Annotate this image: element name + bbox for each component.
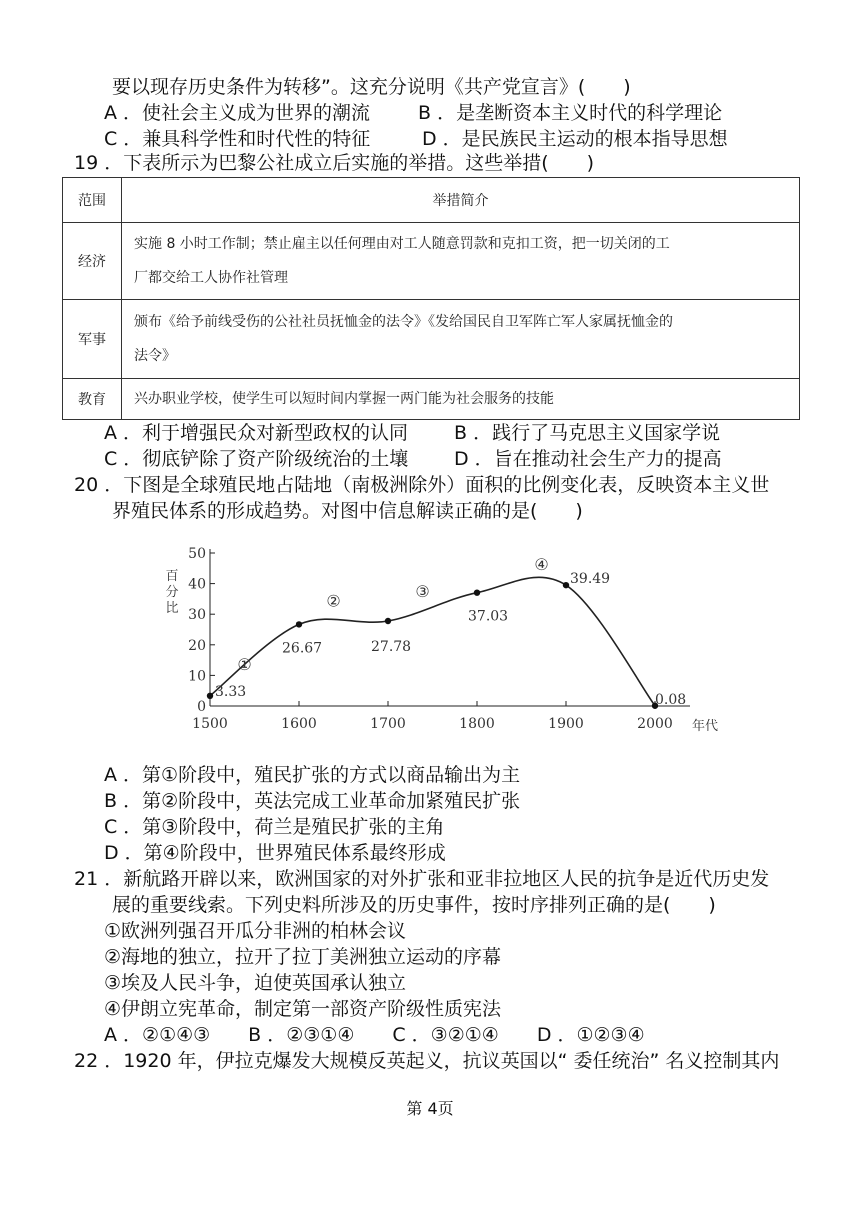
data-label: 26.67 xyxy=(282,640,323,657)
page-number: 第 4页 xyxy=(406,1099,454,1118)
x-tick-label: 1900 xyxy=(548,716,584,732)
series-line xyxy=(210,577,655,705)
stage-label: ① xyxy=(237,655,252,675)
q20-option-b: B ．第②阶段中，英法完成工业革命加紧殖民扩张 xyxy=(104,790,521,812)
table-row xyxy=(63,379,800,420)
q20-stem-line-2: 界殖民体系的形成趋势。对图中信息解读正确的是( ) xyxy=(112,500,583,522)
x-axis-title: 年代 xyxy=(692,719,719,734)
data-point xyxy=(385,618,391,624)
table-header-measures: 举措简介 xyxy=(122,178,800,223)
description-line: 颁布《给予前线受伤的公社社员抚恤金的法令》《发给国民自卫军阵亡军人家属抚恤金的 xyxy=(134,314,673,330)
data-point xyxy=(474,589,480,595)
table-header-row xyxy=(63,178,800,223)
q18-option-b: B ．是垄断资本主义时代的科学理论 xyxy=(418,102,723,124)
paris-commune-measures-table xyxy=(62,177,800,420)
y-tick-label: 10 xyxy=(188,668,206,685)
description-line: 法令》 xyxy=(134,348,176,364)
y-axis-title-char: 分 xyxy=(165,585,179,600)
chart-axes xyxy=(165,546,718,734)
y-tick-label: 50 xyxy=(188,546,206,562)
table-cell-category: 经济 xyxy=(63,223,122,300)
stage-label: ② xyxy=(326,591,341,611)
table-cell-category: 军事 xyxy=(63,300,122,379)
description-line: 兴办职业学校，使学生可以短时间内掌握一两门能为社会服务的技能 xyxy=(134,391,554,407)
data-point xyxy=(296,621,302,627)
y-axis-title-char: 百 xyxy=(165,569,179,584)
q18-option-d: D ．是民族民主运动的根本指导思想 xyxy=(422,128,728,150)
q21-item-1: ①欧洲列强召开瓜分非洲的柏林会议 xyxy=(104,920,407,942)
description-line: 实施 8 小时工作制；禁止雇主以任何理由对工人随意罚款和克扣工资，把一切关闭的工 xyxy=(134,236,670,252)
data-point xyxy=(207,693,213,699)
stage-label: ③ xyxy=(415,581,430,601)
x-tick-label: 1800 xyxy=(459,716,495,732)
y-axis-title-char: 比 xyxy=(165,601,179,616)
x-tick-label: 2000 xyxy=(637,716,673,732)
q21-options: A ．②①④③ B ．②③①④ C ．③②①④ D ．①②③④ xyxy=(104,1024,645,1046)
q21-item-3: ③埃及人民斗争，迫使英国承认独立 xyxy=(104,972,407,994)
x-tick-label: 1600 xyxy=(281,716,317,732)
q19-stem: 19 ．下表所示为巴黎公社成立后实施的举措。这些举措( ) xyxy=(74,152,595,174)
q22-stem-line-1: 22 ．1920 年，伊拉克爆发大规模反英起义，抗议英国以“ 委任统治” 名义控制其内 xyxy=(74,1050,780,1072)
q21-stem-line-2: 展的重要线索。下列史料所涉及的历史事件，按时序排列正确的是( ) xyxy=(112,894,716,916)
data-label: 27.78 xyxy=(371,638,412,655)
stage-label: ④ xyxy=(534,555,549,574)
q20-stem-line-1: 20 ．下图是全球殖民地占陆地（南极洲除外）面积的比例变化表，反映资本主义世 xyxy=(74,474,770,496)
q19-option-c: C ．彻底铲除了资产阶级统治的土壤 xyxy=(104,448,409,470)
table-cell-category: 教育 xyxy=(63,379,122,420)
description-line: 厂都交给工人协作社管理 xyxy=(134,270,288,286)
x-tick-label: 1500 xyxy=(192,716,228,732)
q19-option-d: D ．旨在推动社会生产力的提高 xyxy=(454,448,722,470)
q19-option-b: B ．践行了马克思主义国家学说 xyxy=(454,422,721,444)
y-tick-label: 30 xyxy=(188,607,206,624)
data-label: 0.08 xyxy=(655,691,687,708)
y-tick-label: 20 xyxy=(188,637,206,654)
colony-area-line-chart xyxy=(150,540,750,750)
data-label: 3.33 xyxy=(215,683,247,700)
q19-option-a: A ．利于增强民众对新型政权的认同 xyxy=(104,422,409,444)
chart-marks xyxy=(207,555,686,709)
data-label: 37.03 xyxy=(468,608,509,625)
q21-item-2: ②海地的独立，拉开了拉丁美洲独立运动的序幕 xyxy=(104,946,502,968)
table-cell-description xyxy=(122,223,800,300)
table-cell-description xyxy=(122,300,800,379)
q18-option-a: A ．使社会主义成为世界的潮流 xyxy=(104,102,371,124)
q21-stem-line-1: 21 ．新航路开辟以来，欧洲国家的对外扩张和亚非拉地区人民的抗争是近代历史发 xyxy=(74,868,770,890)
table-cell-description xyxy=(122,379,800,420)
q18-option-c: C ．兼具科学性和时代性的特征 xyxy=(104,128,371,150)
y-tick-label: 40 xyxy=(188,576,206,593)
q20-option-d: D ．第④阶段中，世界殖民体系最终形成 xyxy=(104,842,446,864)
q21-item-4: ④伊朗立宪革命，制定第一部资产阶级性质宪法 xyxy=(104,998,502,1020)
q20-option-c: C ．第③阶段中，荷兰是殖民扩张的主角 xyxy=(104,816,445,838)
data-label: 39.49 xyxy=(570,571,611,588)
q18-stem-line: 要以现存历史条件为转移”。这充分说明《共产党宣言》( ) xyxy=(112,76,631,98)
table-row xyxy=(63,223,800,300)
table-row xyxy=(63,300,800,379)
data-point xyxy=(563,582,569,588)
table-header-scope: 范围 xyxy=(63,178,122,223)
y-tick-label: 0 xyxy=(197,699,206,715)
q20-option-a: A ．第①阶段中，殖民扩张的方式以商品输出为主 xyxy=(104,764,521,786)
x-tick-label: 1700 xyxy=(370,716,406,732)
